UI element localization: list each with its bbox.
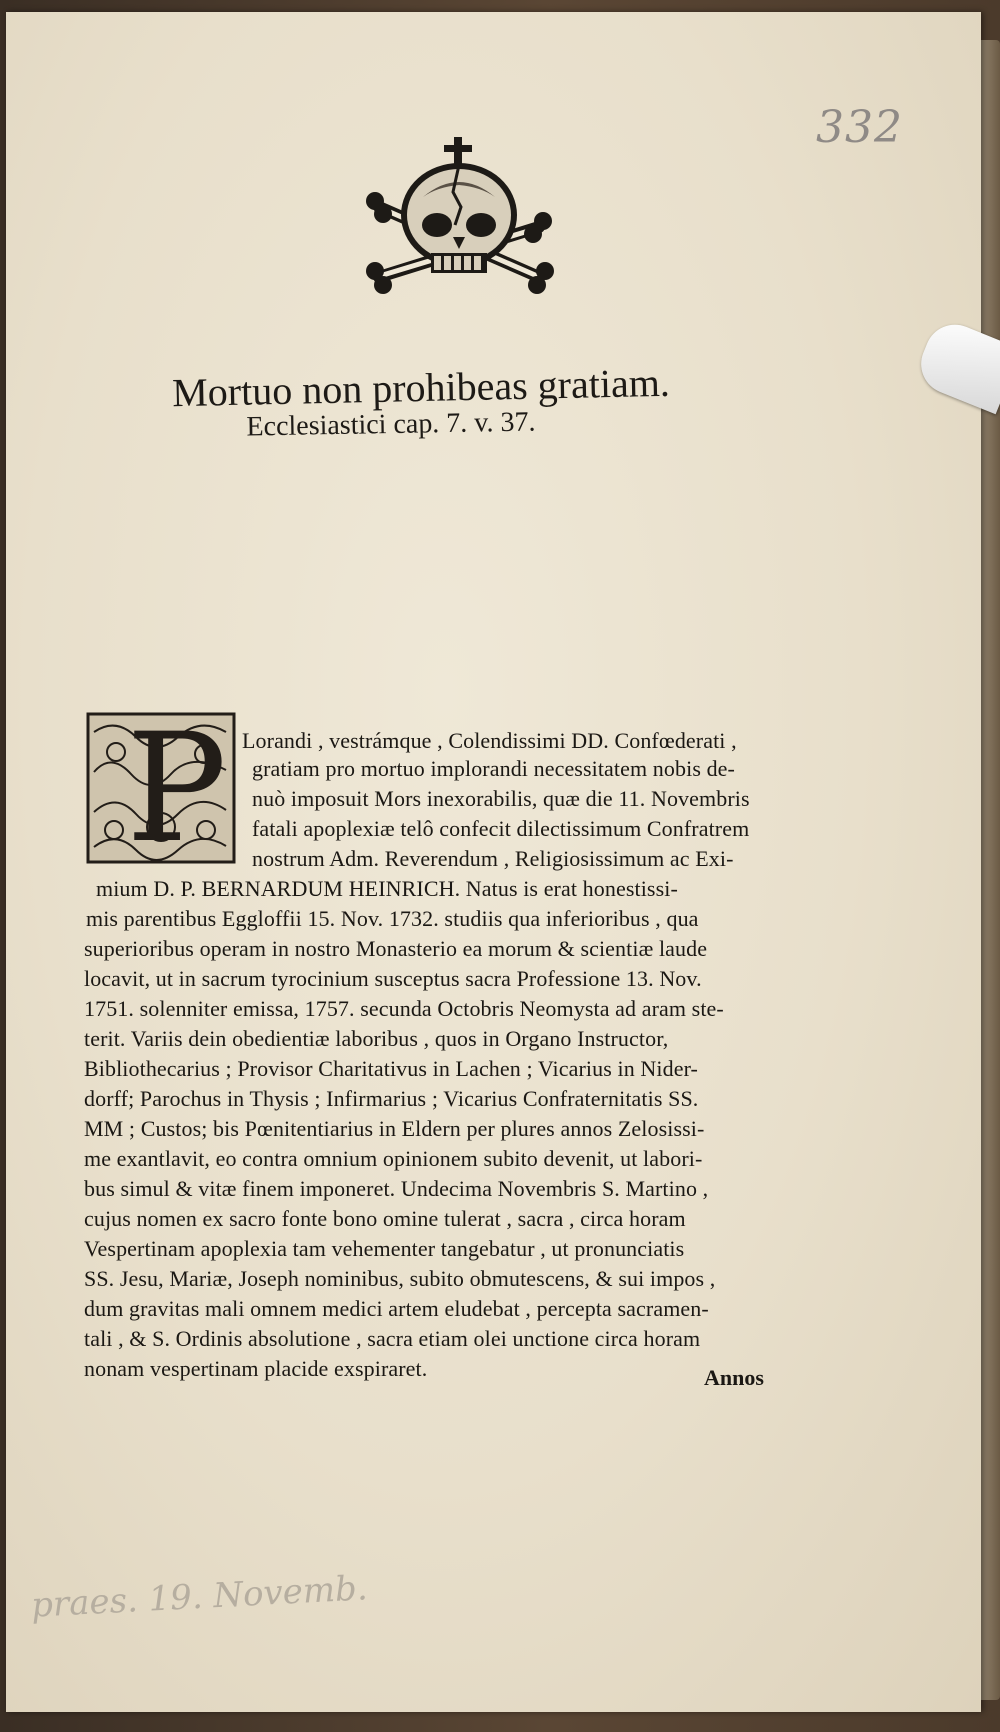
body-line: bus simul & vitæ finem imponeret. Undecima Novembris S. Martino , (84, 1176, 709, 1201)
body-line: cujus nomen ex sacro fonte bono omine tulerat , sacra , circa horam (84, 1206, 686, 1231)
body-line: mium D. P. BERNARDUM HEINRICH. Natus is erat honestissi- (96, 876, 678, 901)
body-line: 1751. solenniter emissa, 1757. secunda Octobris Neomysta ad aram ste- (84, 996, 724, 1021)
body-line: Bibliothecarius ; Provisor Charitativus in Lachen ; Vicarius in Nider- (84, 1056, 698, 1081)
handwritten-note: praes. 19. Novemb. (30, 1568, 369, 1626)
body-line: locavit, ut in sacrum tyrocinium susceptus sacra Professione 13. Nov. (84, 966, 702, 991)
catchword: Annos (704, 1365, 764, 1390)
body-line: dum gravitas mali omnem medici artem eludebat , percepta sacramen- (84, 1296, 709, 1321)
document-page (6, 12, 981, 1712)
folio-number: 332 (816, 102, 903, 153)
body-line: Vespertinam apoplexia tam vehementer tangebatur , ut pronunciatis (84, 1236, 685, 1261)
body-line: SS. Jesu, Mariæ, Joseph nominibus, subito obmutescens, & sui impos , (84, 1266, 716, 1291)
ornamental-initial (86, 702, 236, 876)
body-line: mis parentibus Eggloffii 15. Nov. 1732. studiis qua inferioribus , qua (86, 906, 699, 931)
dropcap-letter: P (126, 702, 227, 876)
page-title: Mortuo non prohibeas gratiam. (171, 359, 671, 416)
body-line: terit. Variis dein obedientiæ laboribus , quos in Organo Instructor, (84, 1026, 669, 1051)
body-line: tali , & S. Ordinis absolutione , sacra etiam olei unctione circa horam (84, 1326, 701, 1351)
body-line: nostrum Adm. Reverendum , Religiosissimum ac Exi- (252, 846, 734, 871)
body-line: fatali apoplexiæ telô confecit dilectissimum Confratrem (252, 816, 750, 841)
body-line: me exantlavit, eo contra omnium opinionem subito devenit, ut labori- (84, 1146, 703, 1171)
skull-crossbones-icon (361, 137, 561, 312)
body-line: nonam vespertinam placide exspiraret. (84, 1356, 428, 1381)
body-line: superioribus operam in nostro Monasterio ea morum & scientiæ laude (84, 936, 708, 961)
body-line: gratiam pro mortuo implorandi necessitatem nobis de- (252, 756, 735, 781)
body-line: Lorandi , vestrámque , Colendissimi DD. Confœderati , (242, 728, 737, 753)
body-line: MM ; Custos; bis Pœnitentiarius in Eldern per plures annos Zelosissi- (84, 1116, 705, 1141)
body-line: dorff; Parochus in Thysis ; Infirmarius ; Vicarius Confraternitatis SS. (84, 1086, 699, 1111)
scripture-reference: Ecclesiastici cap. 7. v. 37. (246, 406, 536, 443)
body-line: nuò imposuit Mors inexorabilis, quæ die 11. Novembris (252, 786, 750, 811)
